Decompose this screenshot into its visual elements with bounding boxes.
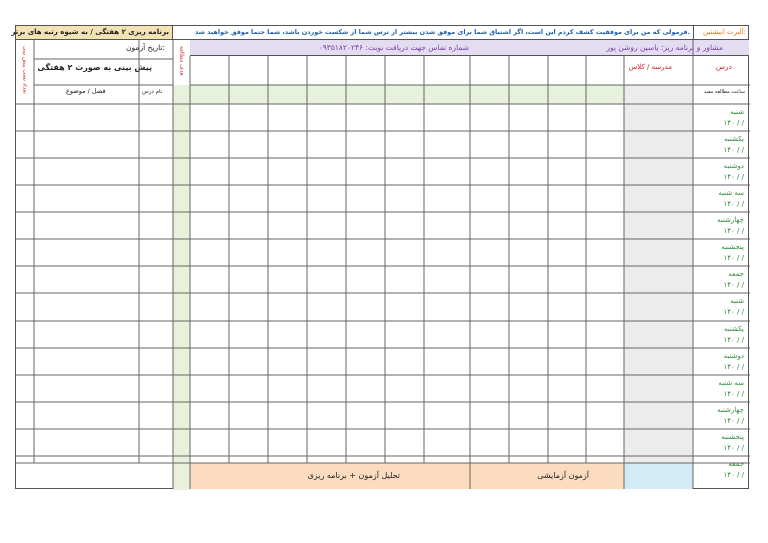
plan-title: برنامه ریزی ۲ هفتگی / به شیوه رتبه های برتر <box>11 28 169 36</box>
planner-grid <box>16 26 750 490</box>
vertical-red-label-1: هدف مطالعه <box>178 46 185 76</box>
vertical-red-label-2: تعداد تست پیش بینی <box>21 46 28 94</box>
day-name: شنبه <box>730 297 744 306</box>
prediction-title: پیش بینی به صورت ۲ هفتگی <box>37 63 152 72</box>
day-name: سه شنبه <box>718 189 744 198</box>
day-date: ۱۴۰ / / <box>723 281 744 290</box>
day-date: ۱۴۰ / / <box>723 146 744 155</box>
grey-column <box>624 85 693 463</box>
einstein-label: آلبرت انیشتین: <box>702 28 746 36</box>
school-class-label: مدرسه / کلاس <box>628 63 672 71</box>
analysis-label: تحلیل آزمون + برنامه ریزی <box>307 471 400 480</box>
day-date: ۱۴۰ / / <box>723 389 744 398</box>
chapter-topic-label: فصل / موضوع <box>66 87 106 95</box>
study-hours-label: ساعت مطالعه مفید <box>703 89 745 95</box>
day-date: ۱۴۰ / / <box>723 173 744 182</box>
day-date: ۱۴۰ / / <box>723 119 744 127</box>
study-hours-row <box>190 85 624 104</box>
day-name: جمعه <box>728 459 744 468</box>
subject-label: درس <box>715 62 732 71</box>
quote-text: فرمولی که من برای موفقیت کشف کردم این است، اگر اشتیاق شما برای موفق شدن بیشتر از ترس شما از شکست خوردن باشد، شما حتما موفق خواهید شد. <box>194 28 690 36</box>
day-date: ۱۴۰ / / <box>723 416 744 425</box>
day-name: پنجشنبه <box>721 432 744 441</box>
exam-date-label: تاریخ آزمون: <box>126 43 165 52</box>
day-name: شنبه <box>730 108 744 116</box>
day-name: پنجشنبه <box>721 243 744 252</box>
day-name: سه شنبه <box>718 378 744 387</box>
day-name: دوشنبه <box>723 162 744 171</box>
day-date: ۱۴۰ / / <box>723 200 744 209</box>
day-date: ۱۴۰ / / <box>723 227 744 236</box>
day-name: دوشنبه <box>723 351 744 360</box>
day-name: جمعه <box>728 270 744 279</box>
advisor-text: مشاور و برنامه ریز: یاسین روشن پور <box>606 43 723 52</box>
mock-exam-label: آزمون آزمایشی <box>537 471 589 480</box>
day-date: ۱۴۰ / / <box>723 308 744 317</box>
day-date: ۱۴۰ / / <box>723 362 744 371</box>
day-name: چهارشنبه <box>717 405 744 414</box>
day-date: ۱۴۰ / / <box>723 335 744 344</box>
day-date: ۱۴۰ / / <box>723 254 744 263</box>
contact-text: شماره تماس جهت دریافت نوبت: ۰۹۳۵۱۸۲۰۲۴۶ <box>318 43 469 52</box>
day-date: ۱۴۰ / / <box>723 470 744 479</box>
day-name: یکشنبه <box>723 135 744 144</box>
day-date: ۱۴۰ / / <box>723 443 744 452</box>
day-name: یکشنبه <box>723 324 744 333</box>
lesson-name-label: نام درس <box>142 89 163 95</box>
planner-sheet <box>11 25 749 489</box>
day-name: چهارشنبه <box>717 216 744 225</box>
